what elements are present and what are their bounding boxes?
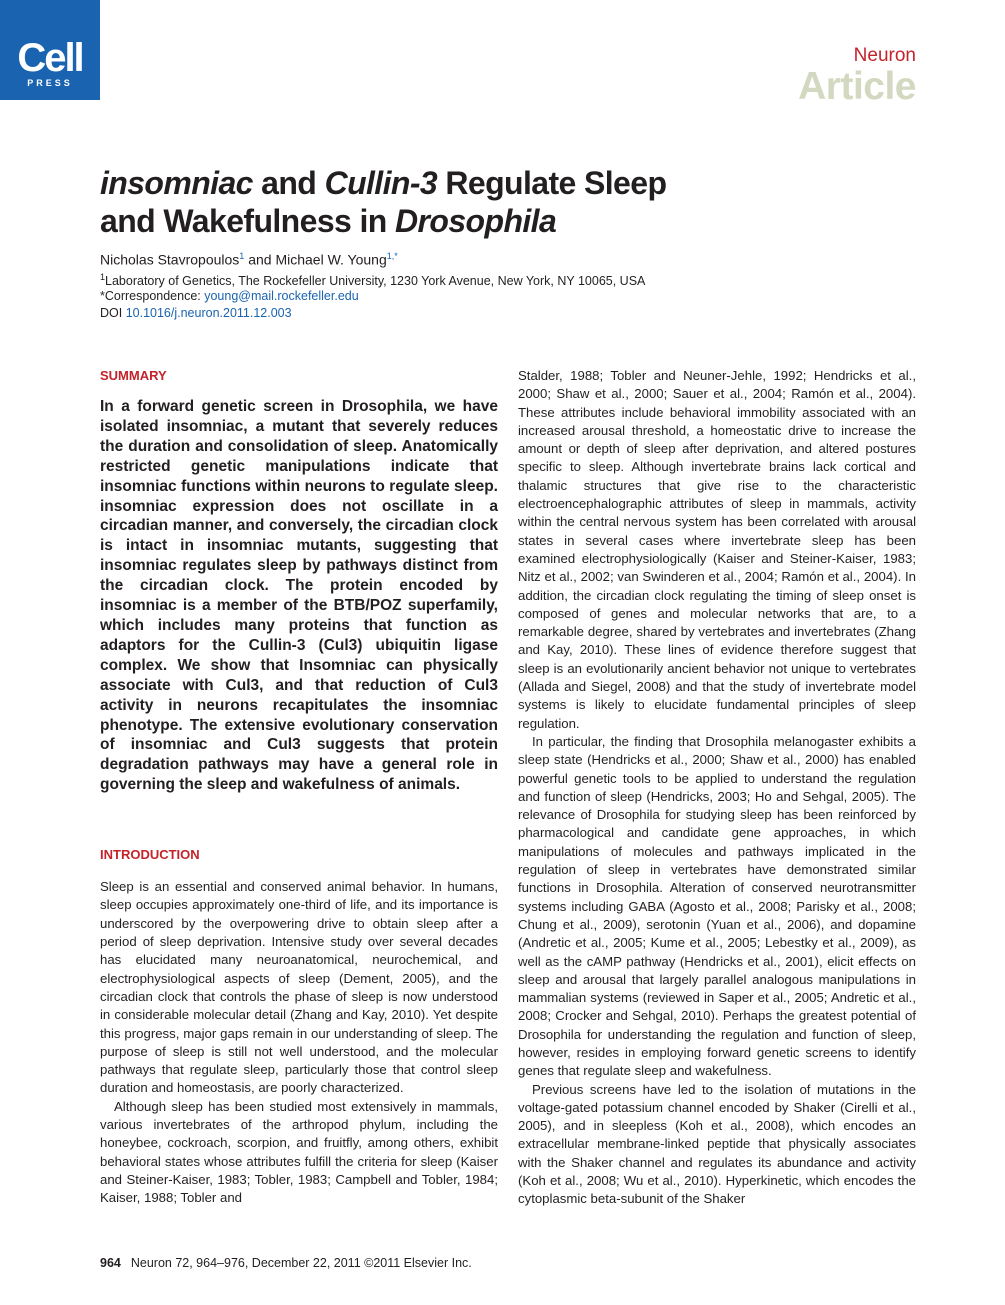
doi-line	[100, 306, 292, 320]
introduction-heading: INTRODUCTION	[100, 847, 200, 863]
title-part: Cullin-3	[324, 165, 438, 201]
right-column	[518, 368, 916, 1209]
author-name: Nicholas Stavropoulos	[100, 251, 240, 268]
title-part: Drosophila	[395, 203, 557, 239]
affiliation	[100, 272, 645, 288]
author-joiner: and	[244, 251, 276, 268]
summary-text: In a forward genetic screen in Drosophila, we have isolated insomniac, a mutant that severely reduces the duration and consolidation of sleep. Anatomically restricted genetic manipulations indicate that insomniac functions within neurons to regulate sleep. insomniac expression does not oscillate in a circadian manner, and conversely, the circadian clock is intact in insomniac mutants, suggesting that insomniac regulates sleep by pathways distinct from the circadian clock. The protein encoded by insomniac is a member of the BTB/POZ superfamily, which includes many proteins that function as adaptors for the Cullin-3 (Cul3) ubiquitin ligase complex. We show that Insomniac can physically associate with Cul3, and that reduction of Cul3 activity in neurons recapitulates the insomniac phenotype. The extensive evolutionary conservation of insomniac and Cul3 suggests that protein degradation pathways may have a general role in governing the sleep and wakefulness of animals.	[100, 398, 498, 794]
article-type: Article	[798, 65, 916, 108]
author-list	[100, 251, 398, 268]
doi-link[interactable]: 10.1016/j.neuron.2011.12.003	[125, 306, 292, 320]
paragraph: Previous screens have led to the isolation of mutations in the voltage-gated potassium channel encoded by Shaker (Cirelli et al., 2005), and in sleepless (Koh et al., 2008), which encodes an extracellular membrane-linked peptide that physically associates with the Shaker channel and regulates its abundance and activity (Koh et al., 2008; Wu et al., 2010). Hyperkinetic, which encodes the cytoplasmic beta-subunit of the Shaker	[518, 1081, 916, 1207]
article-title	[100, 164, 800, 240]
correspondence	[100, 289, 359, 303]
logo-sub-text: PRESS	[27, 78, 73, 88]
author-sup[interactable]: 1,*	[386, 251, 398, 261]
footer-citation: Neuron 72, 964–976, December 22, 2011 ©2011 Elsevier Inc.	[130, 1256, 472, 1270]
email-link[interactable]: young@mail.rockefeller.edu	[204, 289, 359, 303]
intro-body-right	[518, 367, 916, 1209]
page-number: 964	[100, 1256, 121, 1270]
doi-label: DOI	[100, 306, 126, 320]
affiliation-text: Laboratory of Genetics, The Rockefeller University, 1230 York Avenue, New York, NY 10065, USA	[105, 274, 646, 289]
paragraph: Sleep is an essential and conserved animal behavior. In humans, sleep occupies approximately one-third of life, and its importance is underscored by the overpowering drive to obtain sleep after a period of sleep deprivation. Intensive study over several decades has elucidated many neuroanatomical, neurochemical, and electrophysiological aspects of sleep (Dement, 2005), and the circadian clock that controls the phase of sleep is now understood in considerable molecular detail (Zhang and Kay, 2010). Yet despite this progress, major gaps remain in our understanding of sleep. The purpose of sleep is still not well understood, and the molecular pathways that regulate sleep, particularly those that control sleep duration and homeostasis, are poorly characterized.	[100, 879, 498, 1096]
paragraph: Although sleep has been studied most extensively in mammals, various invertebrates of the arthropod phylum, including the honeybee, cockroach, scorpion, and fruitfly, among others, exhibit behavioral states whose attributes fulfill the criteria for sleep (Kaiser and Steiner-Kaiser, 1983; Tobler, 1983; Campbell and Tobler, 1984; Kaiser, 1988; Tobler and	[100, 1098, 498, 1206]
author-sup[interactable]: 1	[239, 251, 245, 261]
cell-press-logo	[0, 0, 100, 100]
title-part: and	[252, 165, 325, 201]
paragraph: Stalder, 1988; Tobler and Neuner-Jehle, 1992; Hendricks et al., 2000; Shaw et al., 2000; Sauer et al., 2004; Ramón et al., 2004). These attributes include behavioral immobility associated with an increased arousal threshold, a homeostatic drive to increase the amount or depth of sleep after deprivation, and altered postures specific to sleep. Although invertebrate brains lack cortical and thalamic structures that give rise to the characteristic electroencephalographic attributes of sleep in mammals, activity within the central nervous system has been correlated with arousal states in several cases where invertebrate sleep has been examined electrophysiologically (Kaiser and Steiner-Kaiser, 1983; Nitz et al., 2002; van Swinderen et al., 2004; Ramón et al., 2004). In addition, the circadian clock regulating the timing of sleep onset is composed of genes and molecular networks that are, to a remarkable degree, shared by vertebrates and invertebrates (Zhang and Kay, 2010). These lines of evidence therefore suggest that sleep is an evolutionarily ancient behavior not unique to vertebrates (Allada and Siegel, 2008) and that the study of invertebrate model systems is likely to elucidate fundamental principles of sleep regulation.	[518, 368, 916, 731]
affiliation-sup: 1	[100, 272, 106, 282]
page-footer	[100, 1256, 472, 1270]
title-part: Regulate Sleep	[437, 165, 667, 201]
intro-body-left	[100, 878, 498, 1207]
correspondence-label: *Correspondence:	[100, 289, 205, 303]
journal-name: Neuron	[853, 45, 916, 66]
logo-main-text: Cell	[17, 36, 83, 80]
title-part: insomniac	[100, 165, 253, 201]
author-name: Michael W. Young	[275, 251, 387, 268]
paragraph: In particular, the finding that Drosophila melanogaster exhibits a sleep state (Hendricks et al., 2000; Shaw et al., 2000) has enabled powerful genetic tools to be applied to understand the regulation and function of sleep (Hendricks, 2003; Ho and Sehgal, 2005). The relevance of Drosophila for studying sleep has been reinforced by pharmacological and candidate gene approaches, in which manipulations of molecules and pathways implicated in the regulation of sleep in vertebrates have demonstrated similar functions in Drosophila. Alteration of conserved neurotransmitter systems including GABA (Agosto et al., 2008; Parisky et al., 2008; Chung et al., 2009), serotonin (Yuan et al., 2006), and dopamine (Andretic et al., 2005; Kume et al., 2005; Lebestky et al., 2009), as well as the cAMP pathway (Hendricks et al., 2001), elicit effects on sleep and arousal that largely parallel analogous manipulations in mammalian systems (reviewed in Saper et al., 2005; Andretic et al., 2008; Crocker and Sehgal, 2010). Perhaps the greatest potential of Drosophila for understanding the regulation and function of sleep, however, resides in employing forward genetic screens to identify genes that regulate sleep and wakefulness.	[518, 733, 916, 1079]
title-part: and Wakefulness in	[100, 203, 396, 239]
summary-heading: SUMMARY	[100, 368, 167, 383]
left-column	[100, 368, 498, 1207]
